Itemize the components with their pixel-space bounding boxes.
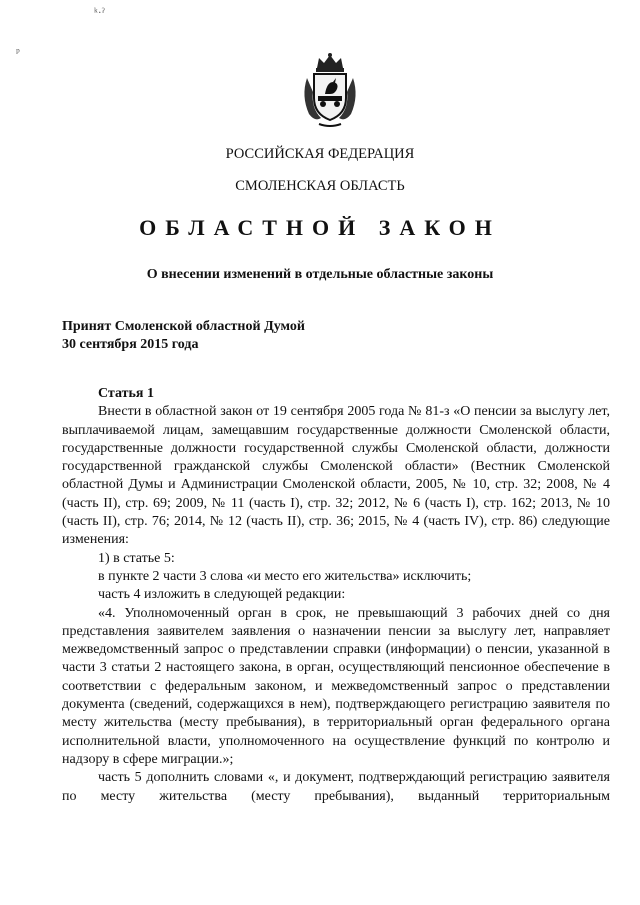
coat-of-arms-emblem (297, 52, 363, 128)
header-federation: РОССИЙСКАЯ ФЕДЕРАЦИЯ (225, 146, 415, 162)
law-body (62, 385, 610, 806)
adoption-body: Принят Смоленской областной Думой (62, 319, 305, 334)
paragraph-part-4: часть 4 изложить в следующей редакции: (98, 587, 346, 603)
paragraph-part-4-text: «4. Уполномоченный орган в срок, не превышающий 3 рабочих дней со дня представления заявителем заявления о назначении пенсии за выслугу лет, направляет межведомственный запрос о представлении справки (информации) о пенсии, указанной в части 3 статьи 2 настоящего закона, в орган, осуществляющий пенсионное обеспечение в соответствии с федеральным законом, и межведомственный запрос о представлении документа (сведений, содержащихся в нем), подтверждающего регистрацию заявителя по месту жительства (месту пребывания), в территориальный орган федерального органа исполнительной власти, уполномоченного на осуществление функций по контролю и надзору в сфере миграции.»; (62, 605, 610, 767)
paragraph-item-1: 1) в статье 5: (98, 550, 175, 566)
adoption-info (62, 318, 305, 354)
header-region: СМОЛЕНСКАЯ ОБЛАСТЬ (235, 178, 405, 194)
document-type-title: ОБЛАСТНОЙ ЗАКОН (139, 215, 501, 240)
law-subject: О внесении изменений в отдельные областные законы (146, 267, 494, 282)
paragraph-part-3: в пункте 2 части 3 слова «и место его жительства» исключить; (98, 568, 472, 584)
stray-mark-top: ᵏ·ˀ (94, 5, 105, 19)
paragraph-intro: Внести в областной закон от 19 сентября 2005 года № 81-з «О пенсии за выслугу лет, выплачиваемой лицам, замещавшим государственные должности Смоленской области, государственные должности государственной службы Смоленской области, должности государственной гражданской службы Смоленской области» (Вестник Смоленской областной Думы и Администрации Смоленской области, 2005, № 10, стр. 32; 2008, № 4 (часть II), стр. 69; 2009, № 11 (часть I), стр. 32; 2012, № 6 (часть I), стр. 162; 2013, № 10 (часть II), стр. 76; 2014, № 12 (часть II), стр. 36; 2015, № 4 (часть IV), стр. 86) следующие изменения: (62, 404, 610, 548)
article-title: Статья 1 (98, 386, 154, 401)
adoption-date: 30 сентября 2015 года (62, 337, 199, 352)
paragraph-part-5: часть 5 дополнить словами «, и документ, подтверждающий регистрацию заявителя по месту жительства (месту пребывания), выданный территориальным (62, 770, 610, 804)
stray-mark-side: ᵖ (16, 45, 20, 59)
